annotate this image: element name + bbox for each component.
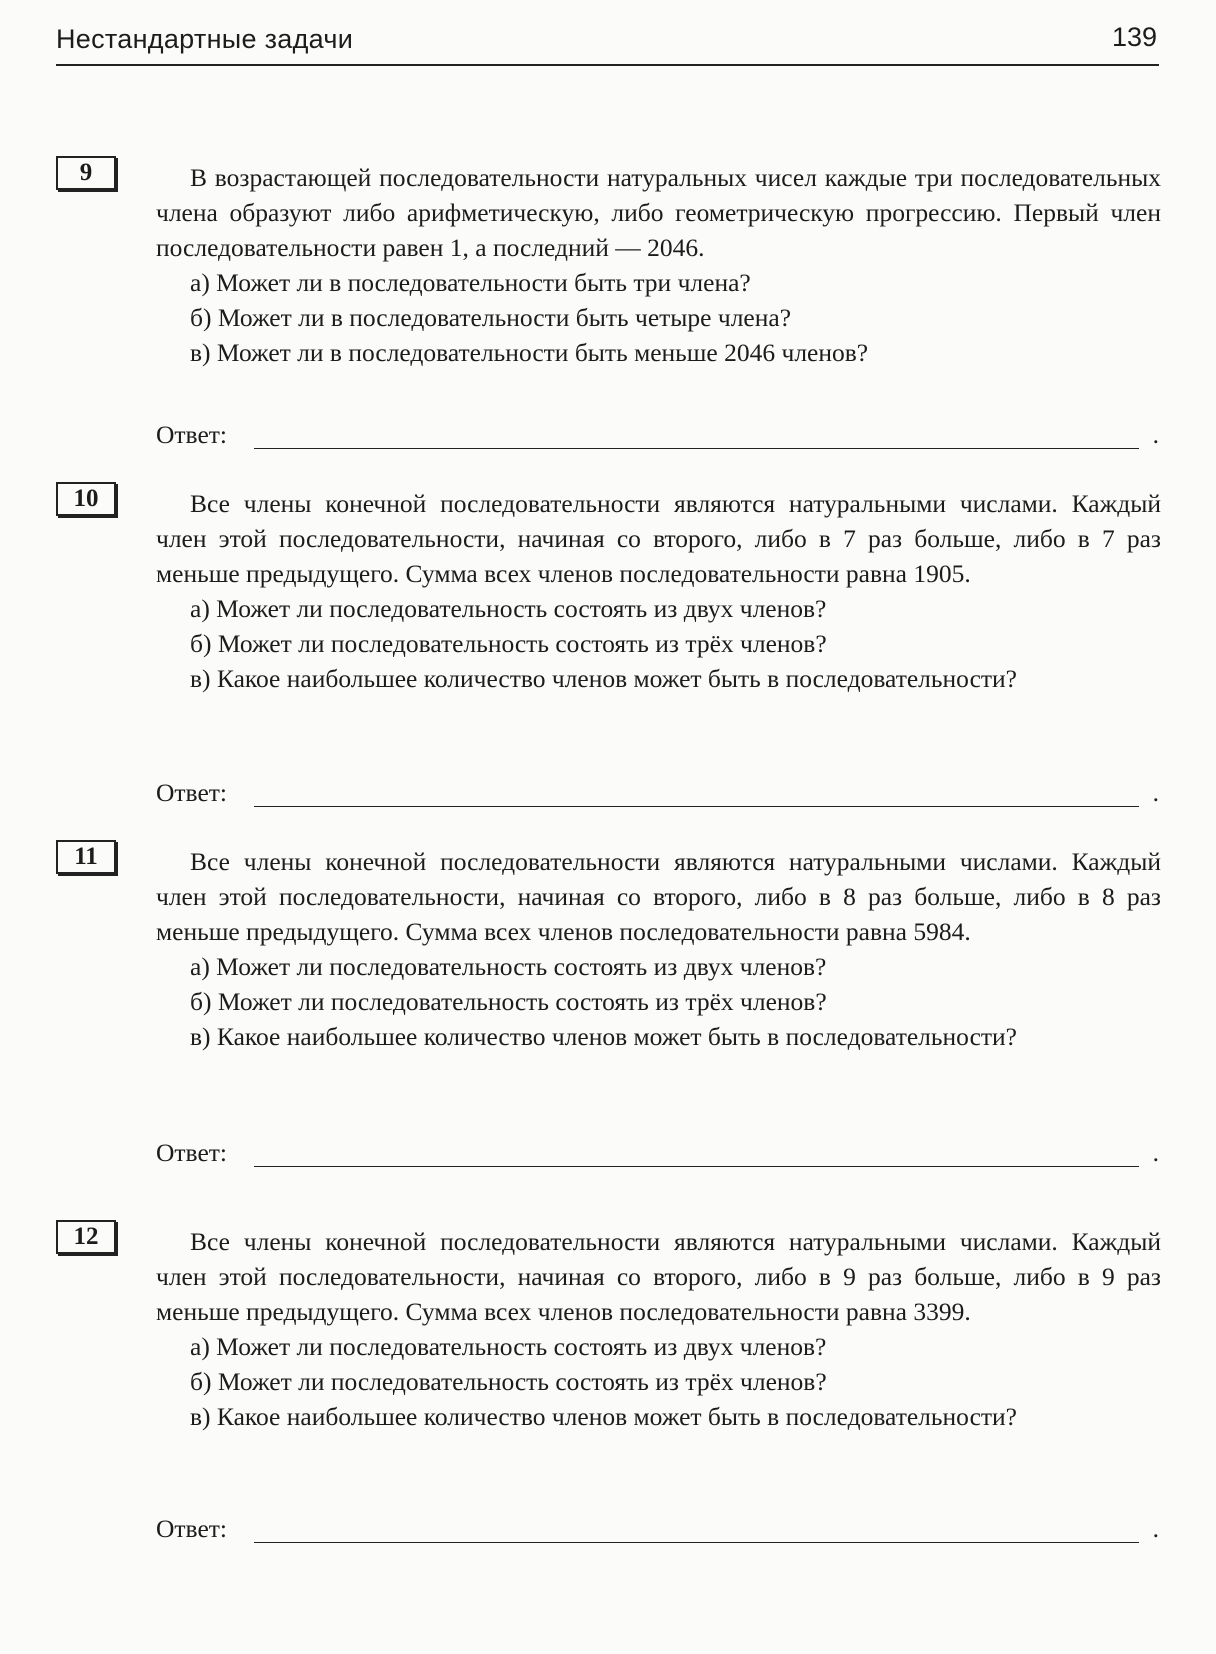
section-title: Нестандартные задачи	[56, 24, 354, 54]
answer-period: .	[1152, 778, 1159, 807]
problem-number-box: 12	[56, 1220, 116, 1254]
problem-body	[156, 844, 1161, 1054]
question-b: б) Может ли последовательность состоять из трёх членов?	[190, 1367, 827, 1396]
answer-label: Ответ:	[156, 420, 227, 449]
answer-period: .	[1152, 420, 1159, 449]
answer-label: Ответ:	[156, 1138, 227, 1167]
problem-statement: Все члены конечной последовательности являются натуральными числами. Каждый член этой последовательности, начиная со второго, либо в 7 раз больше, либо в 7 раз меньше предыдущего. Сумма всех членов последовательности равна 1905.	[156, 489, 1161, 588]
question-a: а) Может ли в последовательности быть три члена?	[190, 268, 751, 297]
page-number: 139	[1111, 22, 1157, 52]
problem-statement: Все члены конечной последовательности являются натуральными числами. Каждый член этой последовательности, начиная со второго, либо в 8 раз больше, либо в 8 раз меньше предыдущего. Сумма всех членов последовательности равна 5984.	[156, 847, 1161, 946]
answer-line[interactable]	[254, 1166, 1139, 1167]
answer-period: .	[1152, 1514, 1159, 1543]
problem-body	[156, 486, 1161, 696]
problem-statement: Все члены конечной последовательности являются натуральными числами. Каждый член этой последовательности, начиная со второго, либо в 9 раз больше, либо в 9 раз меньше предыдущего. Сумма всех членов последовательности равна 3399.	[156, 1227, 1161, 1326]
problem-body	[156, 160, 1161, 370]
answer-label: Ответ:	[156, 778, 227, 807]
answer-period: .	[1152, 1138, 1159, 1167]
answer-line[interactable]	[254, 1542, 1139, 1543]
answer-line[interactable]	[254, 448, 1139, 449]
problem-body	[156, 1224, 1161, 1434]
question-c: в) Какое наибольшее количество членов может быть в последовательности?	[190, 664, 1017, 693]
question-c: в) Какое наибольшее количество членов может быть в последовательности?	[190, 1022, 1017, 1051]
question-b: б) Может ли в последовательности быть четыре члена?	[190, 303, 792, 332]
problem-statement: В возрастающей последовательности натуральных чисел каждые три последовательных члена образуют либо арифметическую, либо геометрическую прогрессию. Первый член последовательности равен 1, а последний — 2046.	[156, 163, 1161, 262]
answer-label: Ответ:	[156, 1514, 227, 1543]
question-a: а) Может ли последовательность состоять из двух членов?	[190, 594, 827, 623]
question-b: б) Может ли последовательность состоять из трёх членов?	[190, 987, 827, 1016]
page-header	[56, 22, 1159, 66]
question-c: в) Какое наибольшее количество членов может быть в последовательности?	[190, 1402, 1017, 1431]
problem-number-box: 9	[56, 156, 116, 190]
question-a: а) Может ли последовательность состоять из двух членов?	[190, 952, 827, 981]
problem-number-box: 11	[56, 840, 116, 874]
question-a: а) Может ли последовательность состоять из двух членов?	[190, 1332, 827, 1361]
answer-line[interactable]	[254, 806, 1139, 807]
question-b: б) Может ли последовательность состоять из трёх членов?	[190, 629, 827, 658]
question-c: в) Может ли в последовательности быть меньше 2046 членов?	[190, 338, 869, 367]
problem-number-box: 10	[56, 482, 116, 516]
